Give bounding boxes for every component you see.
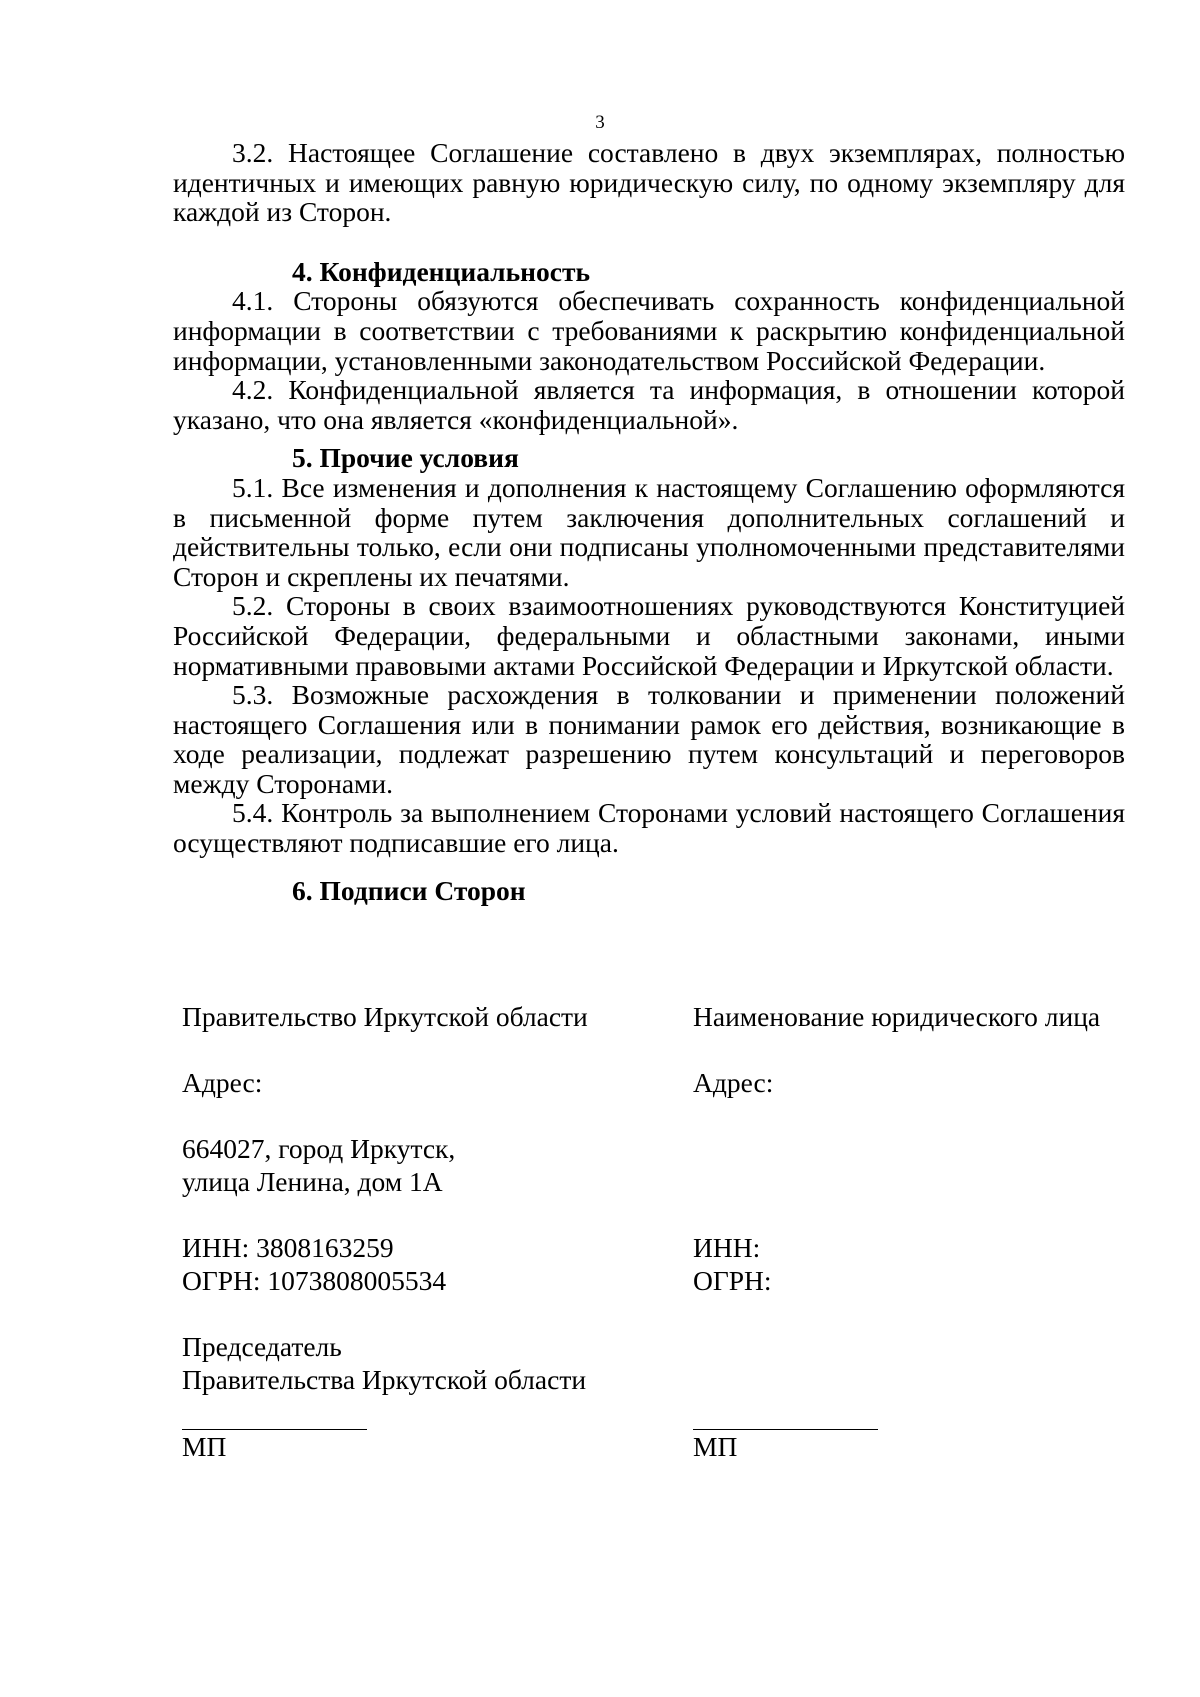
paragraph-3-2: 3.2. Настоящее Соглашение составлено в двух экземплярах, полностью идентичных и имеющих равную юридическую силу, по одному экземпляру для каждой из Сторон. <box>173 137 1125 228</box>
paragraph-5-4: 5.4. Контроль за выполнением Сторонами условий настоящего Соглашения осуществляют подписавшие его лица. <box>173 797 1125 859</box>
spacer <box>182 1396 652 1429</box>
ogrn: ОГРН: 1073808005534 <box>182 1265 447 1296</box>
inn: ИНН: <box>693 1232 761 1263</box>
address-label: Адрес: <box>182 1067 263 1098</box>
signature-block-right <box>693 1000 1133 1463</box>
spacer <box>182 1099 652 1132</box>
signature-block-left <box>182 1000 652 1463</box>
spacer <box>182 1198 652 1231</box>
position-line-1: Председатель <box>182 1331 342 1362</box>
stamp-label: МП <box>182 1431 227 1462</box>
spacer <box>173 227 1125 257</box>
section-6-heading: 6. Подписи Сторон <box>292 874 526 906</box>
spacer <box>173 858 1125 876</box>
position-line-2: Правительства Иркутской области <box>182 1364 587 1395</box>
address-line-2: улица Ленина, дом 1А <box>182 1166 443 1197</box>
document-body <box>173 138 1125 905</box>
page-number: 3 <box>595 112 605 133</box>
paragraph-5-1: 5.1. Все изменения и дополнения к настоящему Соглашению оформляются в письменной форме путем заключения дополнительных соглашений и действительны только, если они подписаны уполномоченными представителями Сторон и скреплены их печатями. <box>173 471 1125 592</box>
address-label: Адрес: <box>693 1067 774 1098</box>
stamp-label: МП <box>693 1431 738 1462</box>
spacer <box>693 1165 1133 1198</box>
section-4-heading: 4. Конфиденциальность <box>292 255 591 287</box>
paragraph-5-2: 5.2. Стороны в своих взаимоотношениях руководствуются Конституцией Российской Федерации, федеральными и областными законами, иными нормативными правовыми актами Российской Федерации и Иркутской области. <box>173 590 1125 681</box>
spacer <box>693 1363 1133 1396</box>
spacer <box>693 1396 1133 1429</box>
spacer <box>693 1033 1133 1066</box>
spacer <box>693 1297 1133 1330</box>
party-name: Правительство Иркутской области <box>182 1001 588 1032</box>
spacer <box>693 1330 1133 1363</box>
paragraph-5-3: 5.3. Возможные расхождения в толковании и применении положений настоящего Соглашения или в понимании рамок его действия, возникающие в ходе реализации, подлежат разрешению путем консультаций и переговоров между Сторонами. <box>173 679 1125 799</box>
inn: ИНН: 3808163259 <box>182 1232 394 1263</box>
paragraph-4-2: 4.2. Конфиденциальной является та информация, в отношении которой указано, что она является «конфиденциальной». <box>173 374 1125 435</box>
spacer <box>693 1132 1133 1165</box>
paragraph-4-1: 4.1. Стороны обязуются обеспечивать сохранность конфиденциальной информации в соответствии с требованиями к раскрытию конфиденциальной информации, установленными законодательством Российской Федерации. <box>173 285 1125 376</box>
ogrn: ОГРН: <box>693 1265 772 1296</box>
address-line-1: 664027, город Иркутск, <box>182 1133 456 1164</box>
spacer <box>693 1099 1133 1132</box>
party-name: Наименование юридического лица <box>693 1001 1101 1032</box>
spacer <box>182 1297 652 1330</box>
section-5-heading: 5. Прочие условия <box>292 442 519 474</box>
spacer <box>693 1198 1133 1231</box>
spacer <box>182 1033 652 1066</box>
